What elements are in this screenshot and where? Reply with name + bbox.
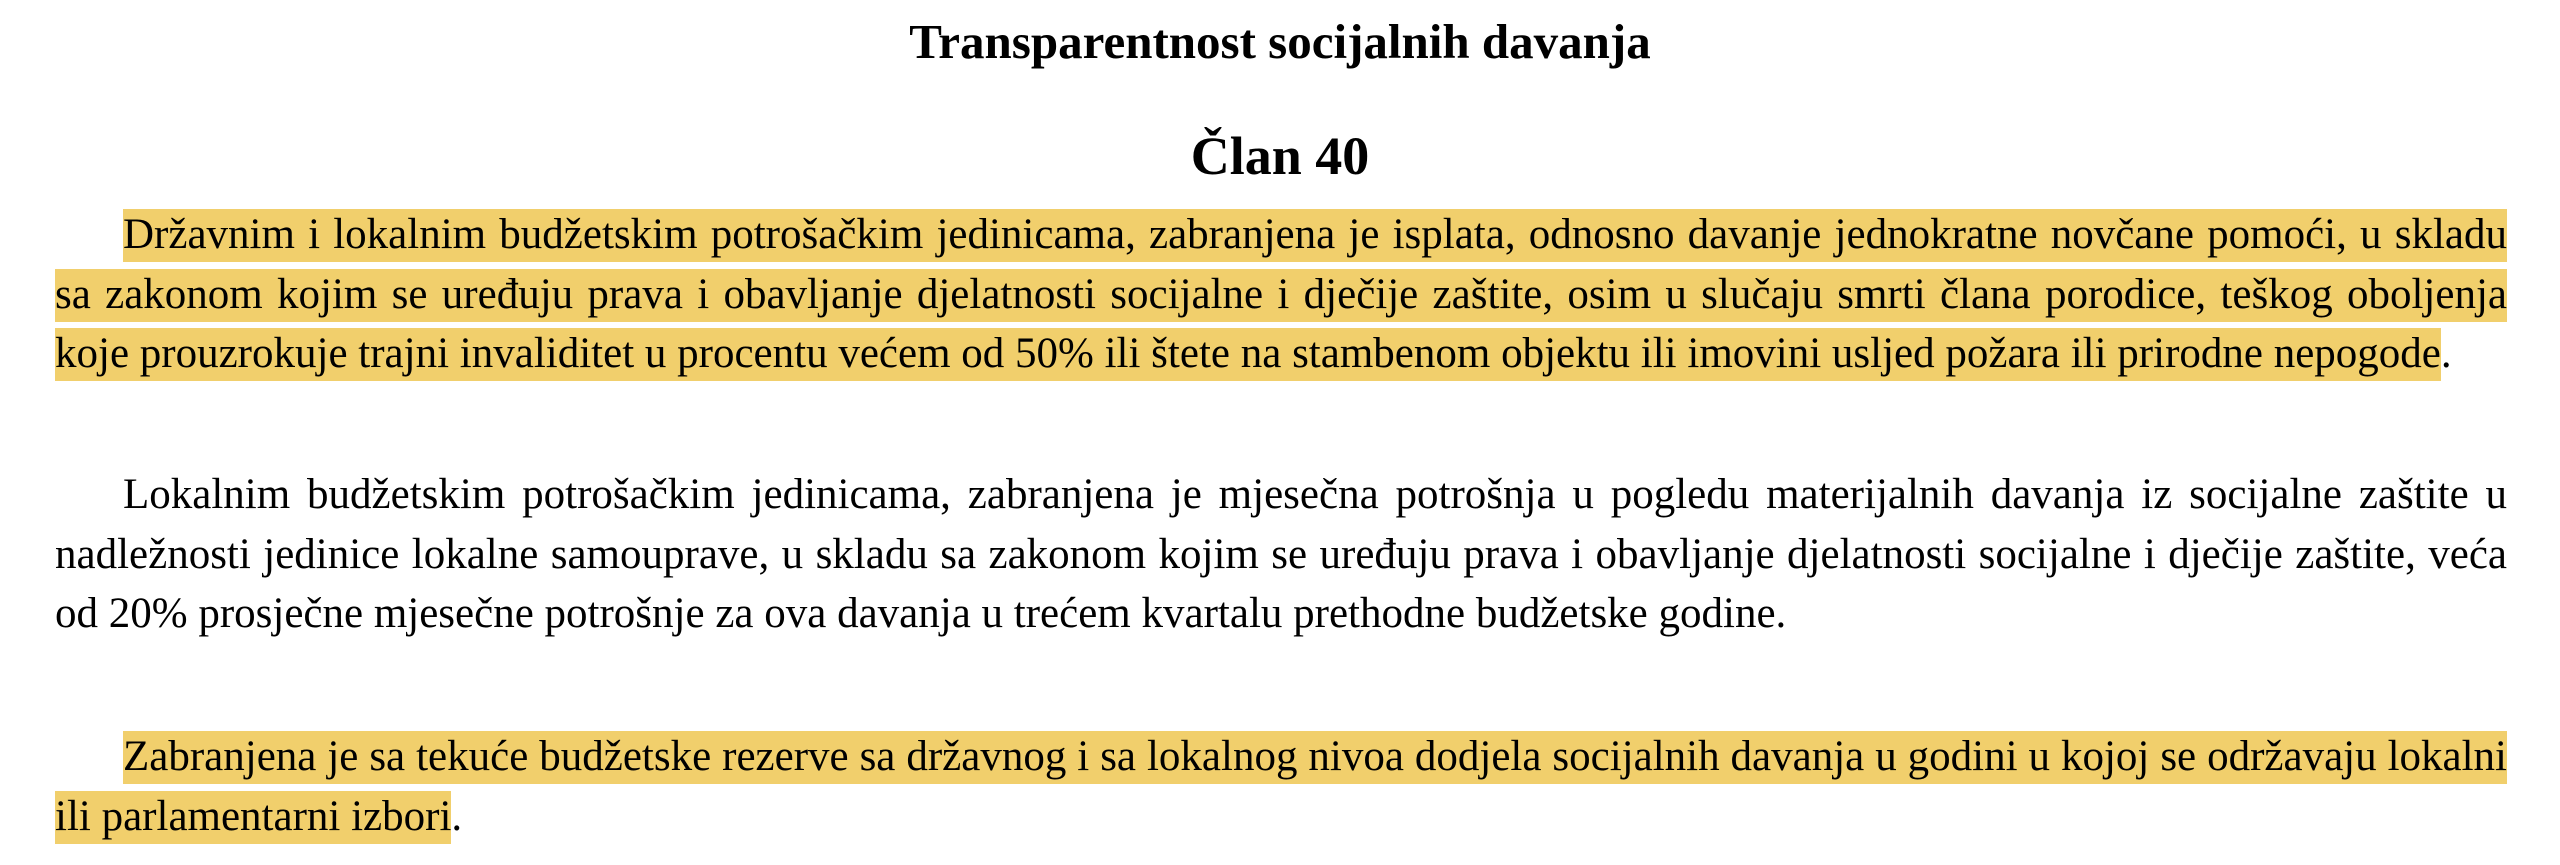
section-title: Transparentnost socijalnih davanja [909,14,1651,69]
highlighted-text-3: Zabranjena je sa tekuće budžetske rezerve sa državnog i sa lokalnog nivoa dodjela socijalnih davanja u godini u kojoj se održavaju lokalni ili parlamentarni izbori [55,731,2507,844]
paragraph-3 [55,727,2507,846]
paragraph-1 [55,205,2507,384]
paragraph-1-tail: . [2440,330,2452,377]
article-heading: Član 40 [1190,126,1370,186]
paragraph-2: Lokalnim budžetskim potrošačkim jedinicama, zabranjena je mjesečna potrošnja u pogledu materijalnih davanja iz socijalne zaštite u nadležnosti jedinice lokalne samouprave, u skladu sa zakonom kojim se uređuju prava i obavljanje djelatnosti socijalne i dječije zaštite, veća od 20% prosječne mjesečne potrošnje za ova davanja u trećem kvartalu prethodne budžetske godine. [55,471,2507,637]
highlighted-text-1: Državnim i lokalnim budžetskim potrošačkim jedinicama, zabranjena je isplata, odnosno davanje jednokratne novčane pomoći, u skladu sa zakonom kojim se uređuju prava i obavljanje djelatnosti socijalne i dječije zaštite, osim u slučaju smrti člana porodice, teškog oboljenja koje prouzrokuje trajni invaliditet u procentu većem od 50% ili štete na stambenom objektu ili imovini usljed požara ili prirodne nepogode [55,209,2507,381]
paragraph-3-tail: . [451,792,463,840]
